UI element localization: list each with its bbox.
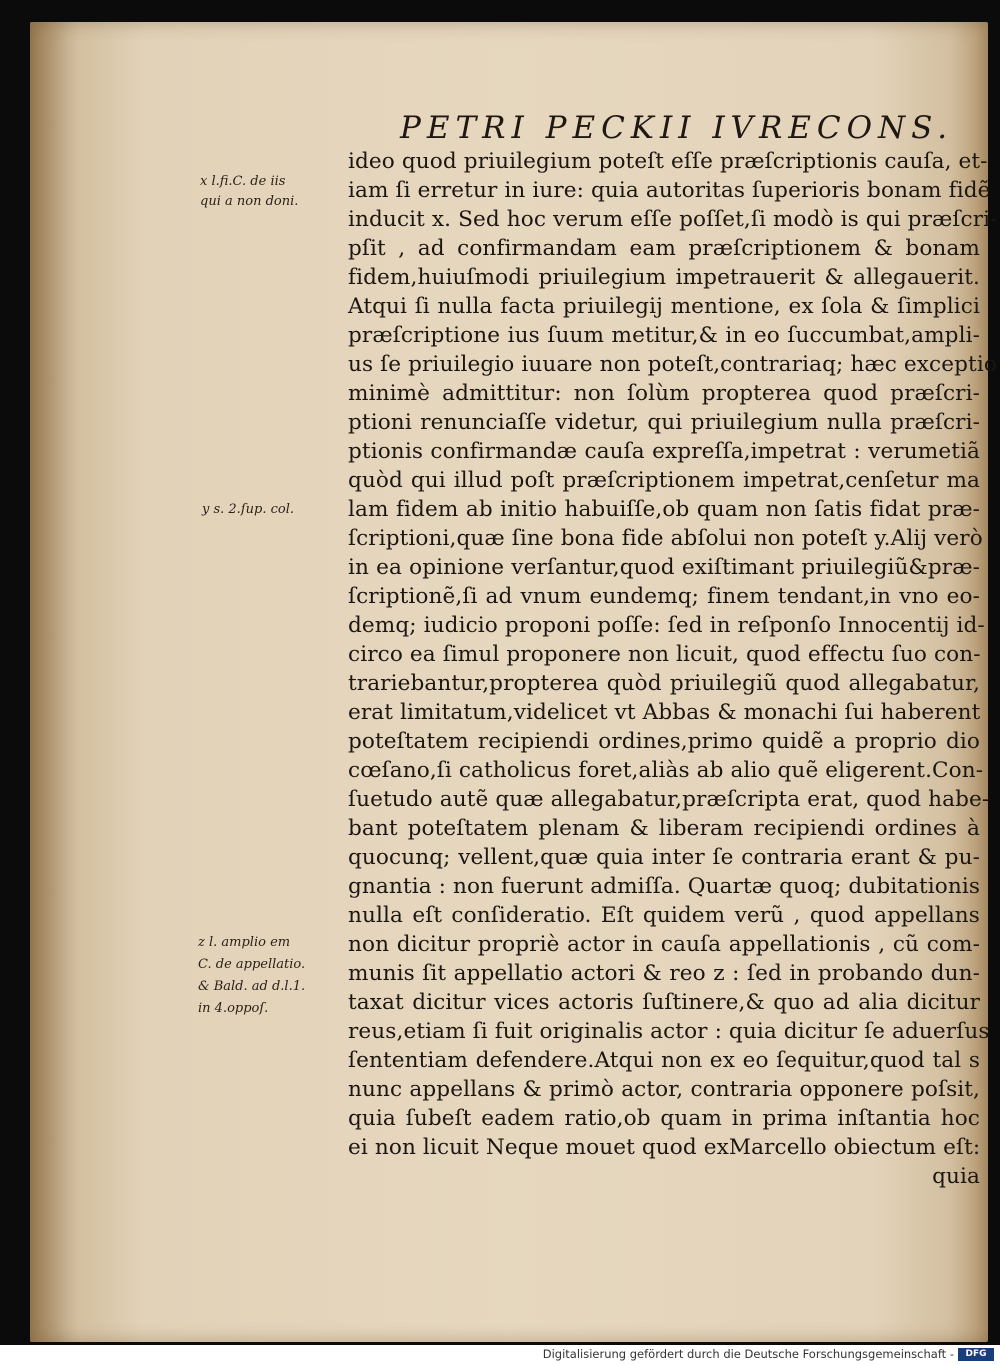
text-line: minimè admittitur: non ſolùm propterea quod præſcri-: [348, 381, 980, 406]
text-line: bant poteſtatem plenam & liberam recipiendi ordines à: [348, 816, 980, 841]
marginal-note-line: & Bald. ad d.l.1.: [198, 979, 306, 994]
text-line: ſententiam defendere.Atqui non ex eo ſequitur,quod tal s: [348, 1048, 980, 1073]
marginal-note-y: [202, 500, 294, 520]
marginal-note-line: in 4.oppoſ.: [198, 1001, 269, 1016]
text-line: ſcriptionẽ,ſi ad vnum eundemq; finem tendant,in vno eo-: [348, 584, 980, 609]
text-line: ptionis confirmandæ cauſa expreſſa,impetrat : verumetiã: [348, 439, 980, 464]
text-line: ſcriptioni,quæ ſine bona fide abſolui non poteſt y.Alij verò: [348, 526, 983, 551]
text-line: iam ſi erretur in iure: quia autoritas ſuperioris bonam fidẽ: [348, 178, 991, 203]
text-line: in ea opinione verſantur,quod exiſtimant priuilegiũ&præ-: [348, 555, 980, 580]
text-line: cœſano,ſi catholicus foret,aliàs ab alio quẽ eligerent.Con-: [348, 758, 984, 783]
text-line: trariebantur,propterea quòd priuilegiũ quod allegabatur,: [348, 671, 980, 696]
text-line: erat limitatum,videlicet vt Abbas & monachi ſui haberent: [348, 700, 981, 725]
marginal-note-x: [200, 172, 298, 212]
text-line: reus,etiam ſi fuit originalis actor : quia dicitur ſe aduerſus: [348, 1019, 990, 1044]
text-line: munis ſit appellatio actori & reo z : ſed in probando dun-: [348, 961, 980, 986]
text-line: ptioni renunciaſſe videtur, qui priuilegium nulla præſcri-: [348, 410, 980, 435]
text-line: nulla eſt conſideratio. Eſt quidem verũ , quod appellans: [348, 903, 980, 928]
book-page: [30, 22, 998, 1342]
text-line: Atqui ſi nulla facta priuilegij mentione, ex ſola & ſimplici: [348, 294, 980, 319]
text-line: non dicitur propriè actor in cauſa appellationis , cũ com-: [348, 932, 980, 957]
text-line: lam fidem ab initio habuiſſe,ob quam non ſatis fidat præ-: [348, 497, 980, 522]
text-line: quocunq; vellent,quæ quia inter ſe contraria erant & pu-: [348, 845, 980, 870]
catchword: quia: [932, 1164, 980, 1189]
text-line: demq; iudicio proponi poſſe: ſed in reſponſo Innocentij id-: [348, 613, 985, 638]
text-line: quòd qui illud poſt præſcriptionem impetrat,cenſetur ma: [348, 468, 980, 493]
footer-credit: Digitalisierung gefördert durch die Deutsche Forschungsgemeinschaft -: [542, 1347, 954, 1361]
text-line: ei non licuit Neque mouet quod exMarcello obiectum eſt:: [348, 1135, 981, 1160]
marginal-note-line: x l.fi.C. de iis: [200, 174, 286, 189]
marginal-note-line: z l. amplio em: [198, 935, 291, 950]
text-line: us ſe priuilegio iuuare non poteſt,contrariaq; hæc exceptio: [348, 352, 997, 377]
text-line: gnantia : non fuerunt admiſſa. Quartæ quoq; dubitationis: [348, 874, 981, 899]
text-line: ſuetudo autẽ quæ allegabatur,præſcripta erat, quod habe-: [348, 787, 990, 812]
marginal-note-z: [198, 932, 305, 1020]
text-line: nunc appellans & primò actor, contraria opponere poſsit,: [348, 1077, 980, 1102]
running-head: PETRI PECKII IVRECONS.: [400, 110, 954, 146]
text-line: fidem,huiuſmodi priuilegium impetrauerit & allegauerit.: [348, 265, 980, 290]
text-line: præſcriptione ius ſuum metitur,& in eo ſuccumbat,ampli-: [348, 323, 980, 348]
marginal-note-line: qui a non doni.: [200, 194, 299, 209]
marginal-note-line: y s. 2.ſup. col.: [202, 502, 294, 517]
text-line: pſit , ad confirmandam eam præſcriptionem & bonam: [348, 236, 980, 261]
text-line: inducit x. Sed hoc verum eſſe poſſet,ſi modò is qui præſcri-: [348, 207, 998, 232]
text-line: poteſtatem recipiendi ordines,primo quidẽ a proprio dio: [348, 729, 980, 754]
dfg-logo[interactable]: DFG: [958, 1348, 994, 1361]
text-line: circo ea ſimul proponere non licuit, quod effectu ſuo con-: [348, 642, 981, 667]
text-line: ideo quod priuilegium poteſt eſſe præſcriptionis cauſa, et-: [348, 149, 988, 174]
footer-bar: [0, 1345, 1000, 1365]
text-line: taxat dicitur vices actoris ſuſtinere,& quo ad alia dicitur: [348, 990, 980, 1015]
marginal-note-line: C. de appellatio.: [198, 957, 306, 972]
text-line: quia ſubeſt eadem ratio,ob quam in prima inſtantia hoc: [348, 1106, 980, 1131]
